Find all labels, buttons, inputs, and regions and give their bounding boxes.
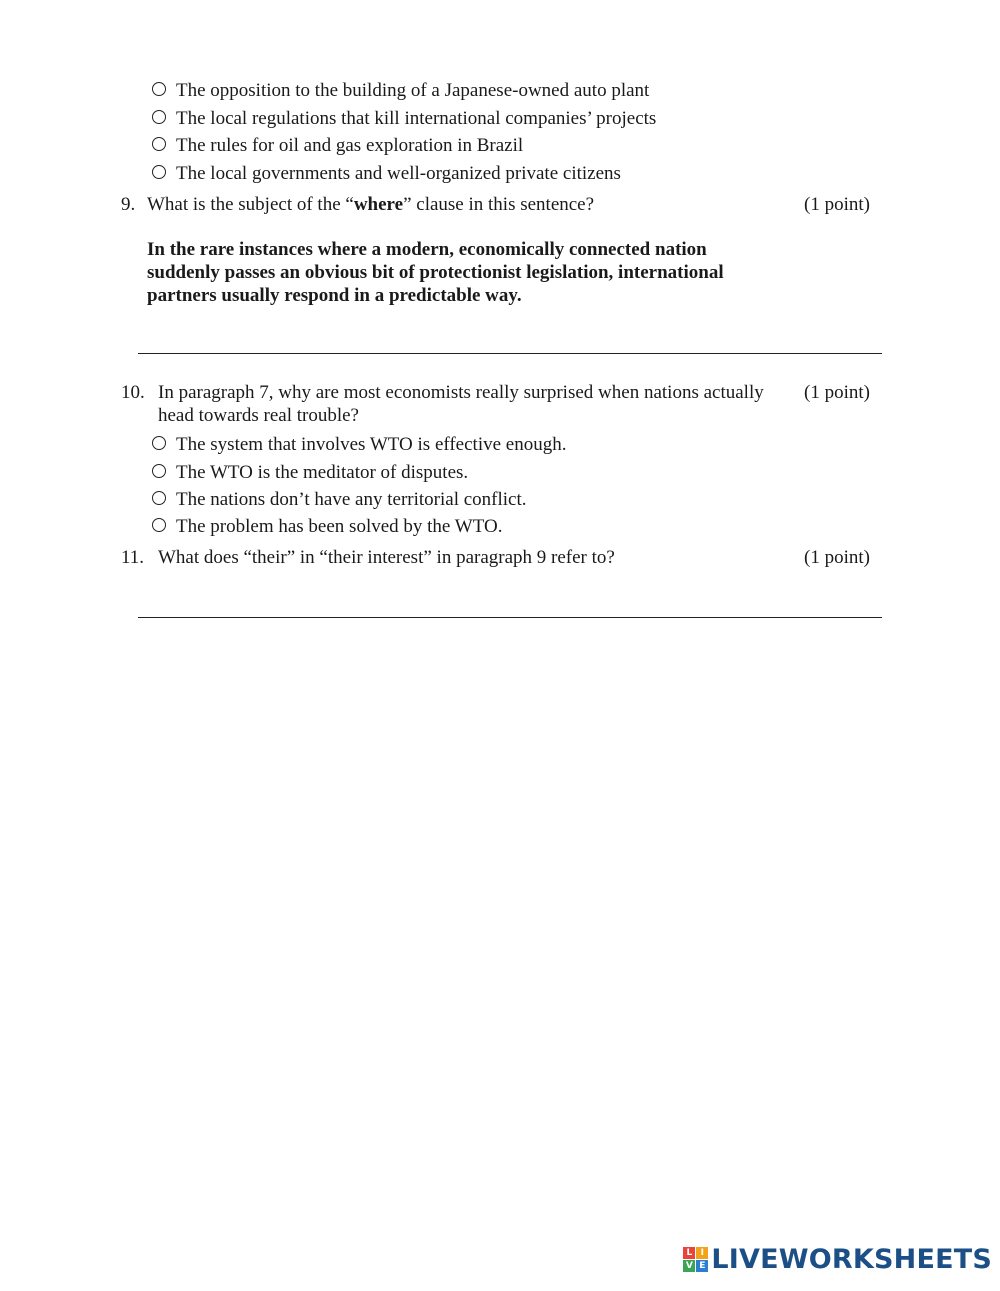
points-label: (1 point): [804, 194, 870, 215]
logo-badge-letter: V: [683, 1260, 695, 1272]
quoted-sentence: [147, 238, 787, 307]
option-label: The local governments and well-organized private citizens: [176, 163, 621, 184]
q8-option-3[interactable]: [152, 133, 523, 159]
question-text-line-1: In paragraph 7, why are most economists really surprised when nations actually: [158, 382, 764, 403]
quote-line: suddenly passes an obvious bit of protectionist legislation, international: [147, 262, 724, 283]
q8-option-4[interactable]: [152, 161, 621, 187]
option-label: The problem has been solved by the WTO.: [176, 516, 503, 537]
q10-option-2[interactable]: [152, 460, 468, 486]
option-label: The rules for oil and gas exploration in Brazil: [176, 135, 524, 156]
points-label: (1 point): [804, 547, 870, 568]
q8-option-2[interactable]: [152, 106, 656, 132]
question-number: 10.: [121, 382, 145, 403]
radio-button[interactable]: [152, 137, 166, 151]
radio-button[interactable]: [152, 165, 166, 179]
logo-badge-letter: E: [696, 1260, 708, 1272]
option-label: The system that involves WTO is effective enough.: [176, 434, 567, 455]
liveworksheets-logo: [683, 1244, 992, 1275]
question-text-part: ” clause in this sentence?: [403, 194, 595, 215]
question-text: [147, 194, 594, 216]
q10-option-4[interactable]: [152, 514, 502, 540]
logo-text: LIVEWORKSHEETS: [711, 1244, 992, 1275]
logo-badge-letter: L: [683, 1247, 695, 1259]
quote-line: In the rare instances where a modern, economically connected nation: [147, 239, 707, 260]
option-label: The nations don’t have any territorial conflict.: [176, 489, 527, 510]
question-number: 9.: [121, 194, 136, 215]
question-number: 11.: [121, 547, 145, 568]
option-label: The local regulations that kill international companies’ projects: [176, 108, 657, 129]
answer-input-line[interactable]: [138, 353, 882, 354]
radio-button[interactable]: [152, 464, 166, 478]
question-text-part: What is the subject of the “: [147, 194, 354, 215]
q10-option-1[interactable]: [152, 432, 566, 458]
radio-button[interactable]: [152, 82, 166, 96]
answer-input-line[interactable]: [138, 617, 882, 618]
radio-button[interactable]: [152, 518, 166, 532]
question-text-bold: where: [353, 194, 404, 215]
logo-badge: [683, 1247, 708, 1272]
q10-option-3[interactable]: [152, 487, 527, 513]
radio-button[interactable]: [152, 491, 166, 505]
q8-option-1[interactable]: [152, 78, 649, 104]
question-text: What does “their” in “their interest” in paragraph 9 refer to?: [158, 547, 615, 568]
question-text-line-2: head towards real trouble?: [158, 405, 359, 426]
option-label: The opposition to the building of a Japanese-owned auto plant: [176, 80, 650, 101]
points-label: (1 point): [804, 382, 870, 403]
quote-line: partners usually respond in a predictable way.: [147, 285, 522, 306]
logo-badge-letter: I: [696, 1247, 708, 1259]
radio-button[interactable]: [152, 110, 166, 124]
radio-button[interactable]: [152, 436, 166, 450]
option-label: The WTO is the meditator of disputes.: [176, 462, 469, 483]
